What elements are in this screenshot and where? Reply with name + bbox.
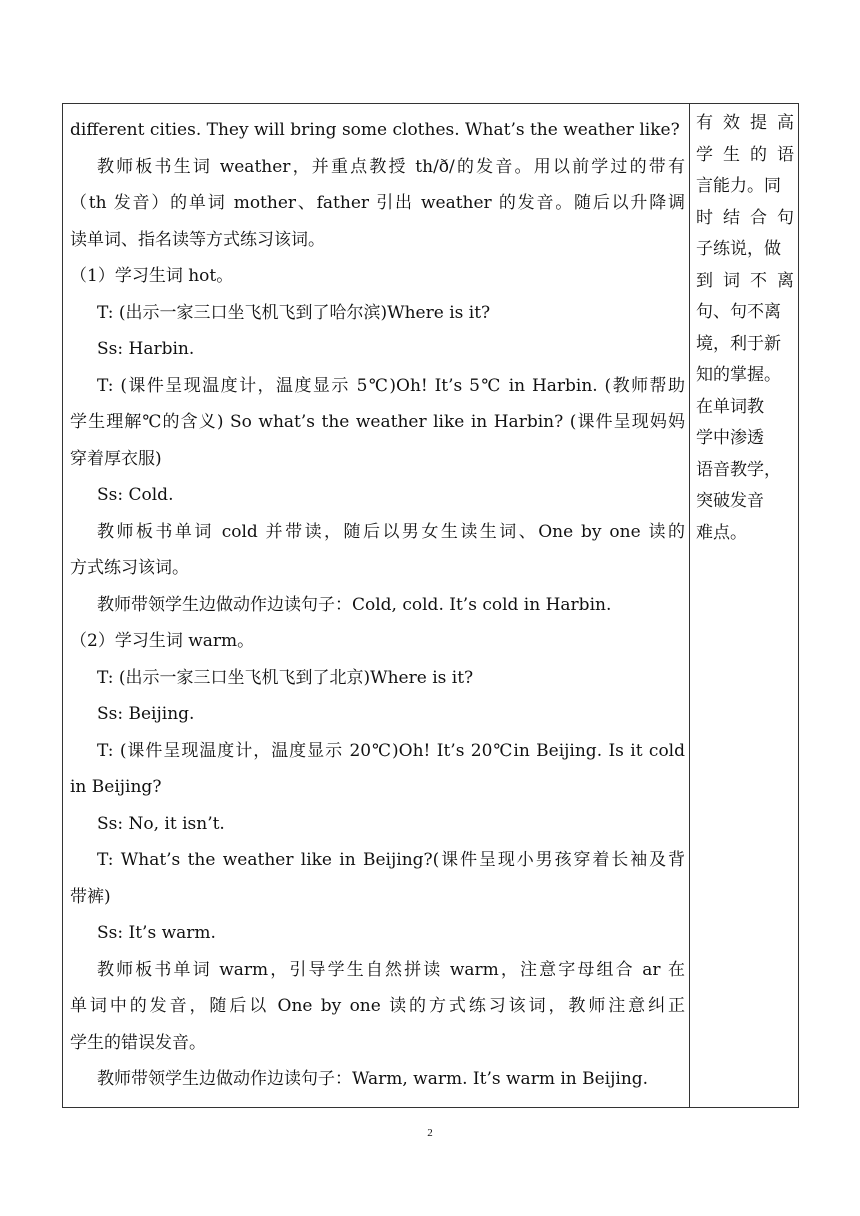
procedure-text-line: Ss: Harbin.	[97, 339, 195, 359]
procedure-text-line: in Beijing?	[70, 777, 162, 797]
intent-text-line: 境，利于新	[696, 333, 781, 354]
procedure-text-line: Ss: No, it isn’t.	[97, 813, 225, 834]
procedure-text-line: 带裤)	[70, 886, 111, 907]
design-intent-cell	[690, 104, 798, 1107]
procedure-text-line: 方式练习该词。	[70, 558, 189, 578]
intent-text-line: 句、句不离	[696, 302, 781, 322]
procedure-text-line: T: (出示一家三口坐飞机飞到了北京)Where is it?	[97, 667, 474, 688]
procedure-text-line: （th 发音）的单词 mother、father 引出 weather 的发音。随后以升降调	[70, 193, 685, 213]
intent-text-line: 难点。	[696, 522, 747, 543]
intent-text-line: 在单词教	[696, 396, 764, 417]
procedure-text-line: T: (出示一家三口坐飞机飞到了哈尔滨)Where is it?	[97, 302, 491, 323]
intent-text-line: 有效提高	[696, 113, 794, 133]
intent-text-line: 学生的语	[696, 144, 794, 165]
procedure-text-line: Ss: Cold.	[97, 485, 174, 505]
intent-text-line: 子练说，做	[696, 239, 781, 259]
procedure-text-line: T: What’s the weather like in Beijing?(课件呈现小男孩穿着长袖及背	[97, 850, 685, 870]
procedure-text-line: T: (课件呈现温度计，温度显示 5℃)Oh! It’s 5℃ in Harbin. (教师帮助	[97, 375, 685, 396]
page-number: 2	[427, 1127, 433, 1139]
procedure-text-line: Ss: It’s warm.	[97, 923, 216, 943]
intent-text-line: 知的掌握。	[696, 365, 781, 385]
intent-text-line: 言能力。同	[696, 176, 781, 196]
procedure-text-line: 学生理解℃的含义) So what’s the weather like in Harbin? (课件呈现妈妈	[70, 412, 685, 432]
procedure-text-line: 单词中的发音，随后以 One by one 读的方式练习该词，教师注意纠正	[70, 996, 685, 1016]
procedure-text-line: （1）学习生词 hot。	[70, 266, 234, 286]
procedure-text-line: 教师带领学生边做动作边读句子：Warm, warm. It’s warm in Beijing.	[97, 1069, 649, 1089]
procedure-text-line: （2）学习生词 warm。	[70, 631, 255, 651]
procedure-text-line: 穿着厚衣服)	[70, 448, 162, 469]
procedure-text-line: 教师板书单词 warm，引导学生自然拼读 warm，注意字母组合 ar 在	[97, 959, 685, 980]
teaching-procedure-cell	[63, 104, 690, 1107]
procedure-text-line: 教师板书单词 cold 并带读，随后以男女生读生词、One by one 读的	[97, 521, 685, 542]
intent-text-line: 时结合句	[696, 207, 794, 228]
procedure-text-line: 教师带领学生边做动作边读句子：Cold, cold. It’s cold in Harbin.	[97, 594, 612, 615]
intent-text-line: 突破发音	[696, 491, 764, 511]
intent-text-line: 语音教学，	[696, 459, 781, 480]
procedure-text-line: T: (课件呈现温度计，温度显示 20℃)Oh! It’s 20℃in Beijing. Is it cold	[97, 740, 685, 761]
procedure-text-line: 教师板书生词 weather，并重点教授 th/ð/的发音。用以前学过的带有	[97, 156, 685, 177]
intent-text-line: 到词不离	[696, 270, 794, 291]
procedure-text-line: Ss: Beijing.	[97, 704, 195, 724]
lesson-table	[62, 103, 799, 1108]
intent-text-line: 学中渗透	[696, 428, 764, 448]
procedure-text-line: 读单词、指名读等方式练习该词。	[70, 229, 325, 250]
procedure-text-line: 学生的错误发音。	[70, 1032, 206, 1053]
procedure-text-line: different cities. They will bring some clothes. What’s the weather like?	[70, 120, 680, 140]
